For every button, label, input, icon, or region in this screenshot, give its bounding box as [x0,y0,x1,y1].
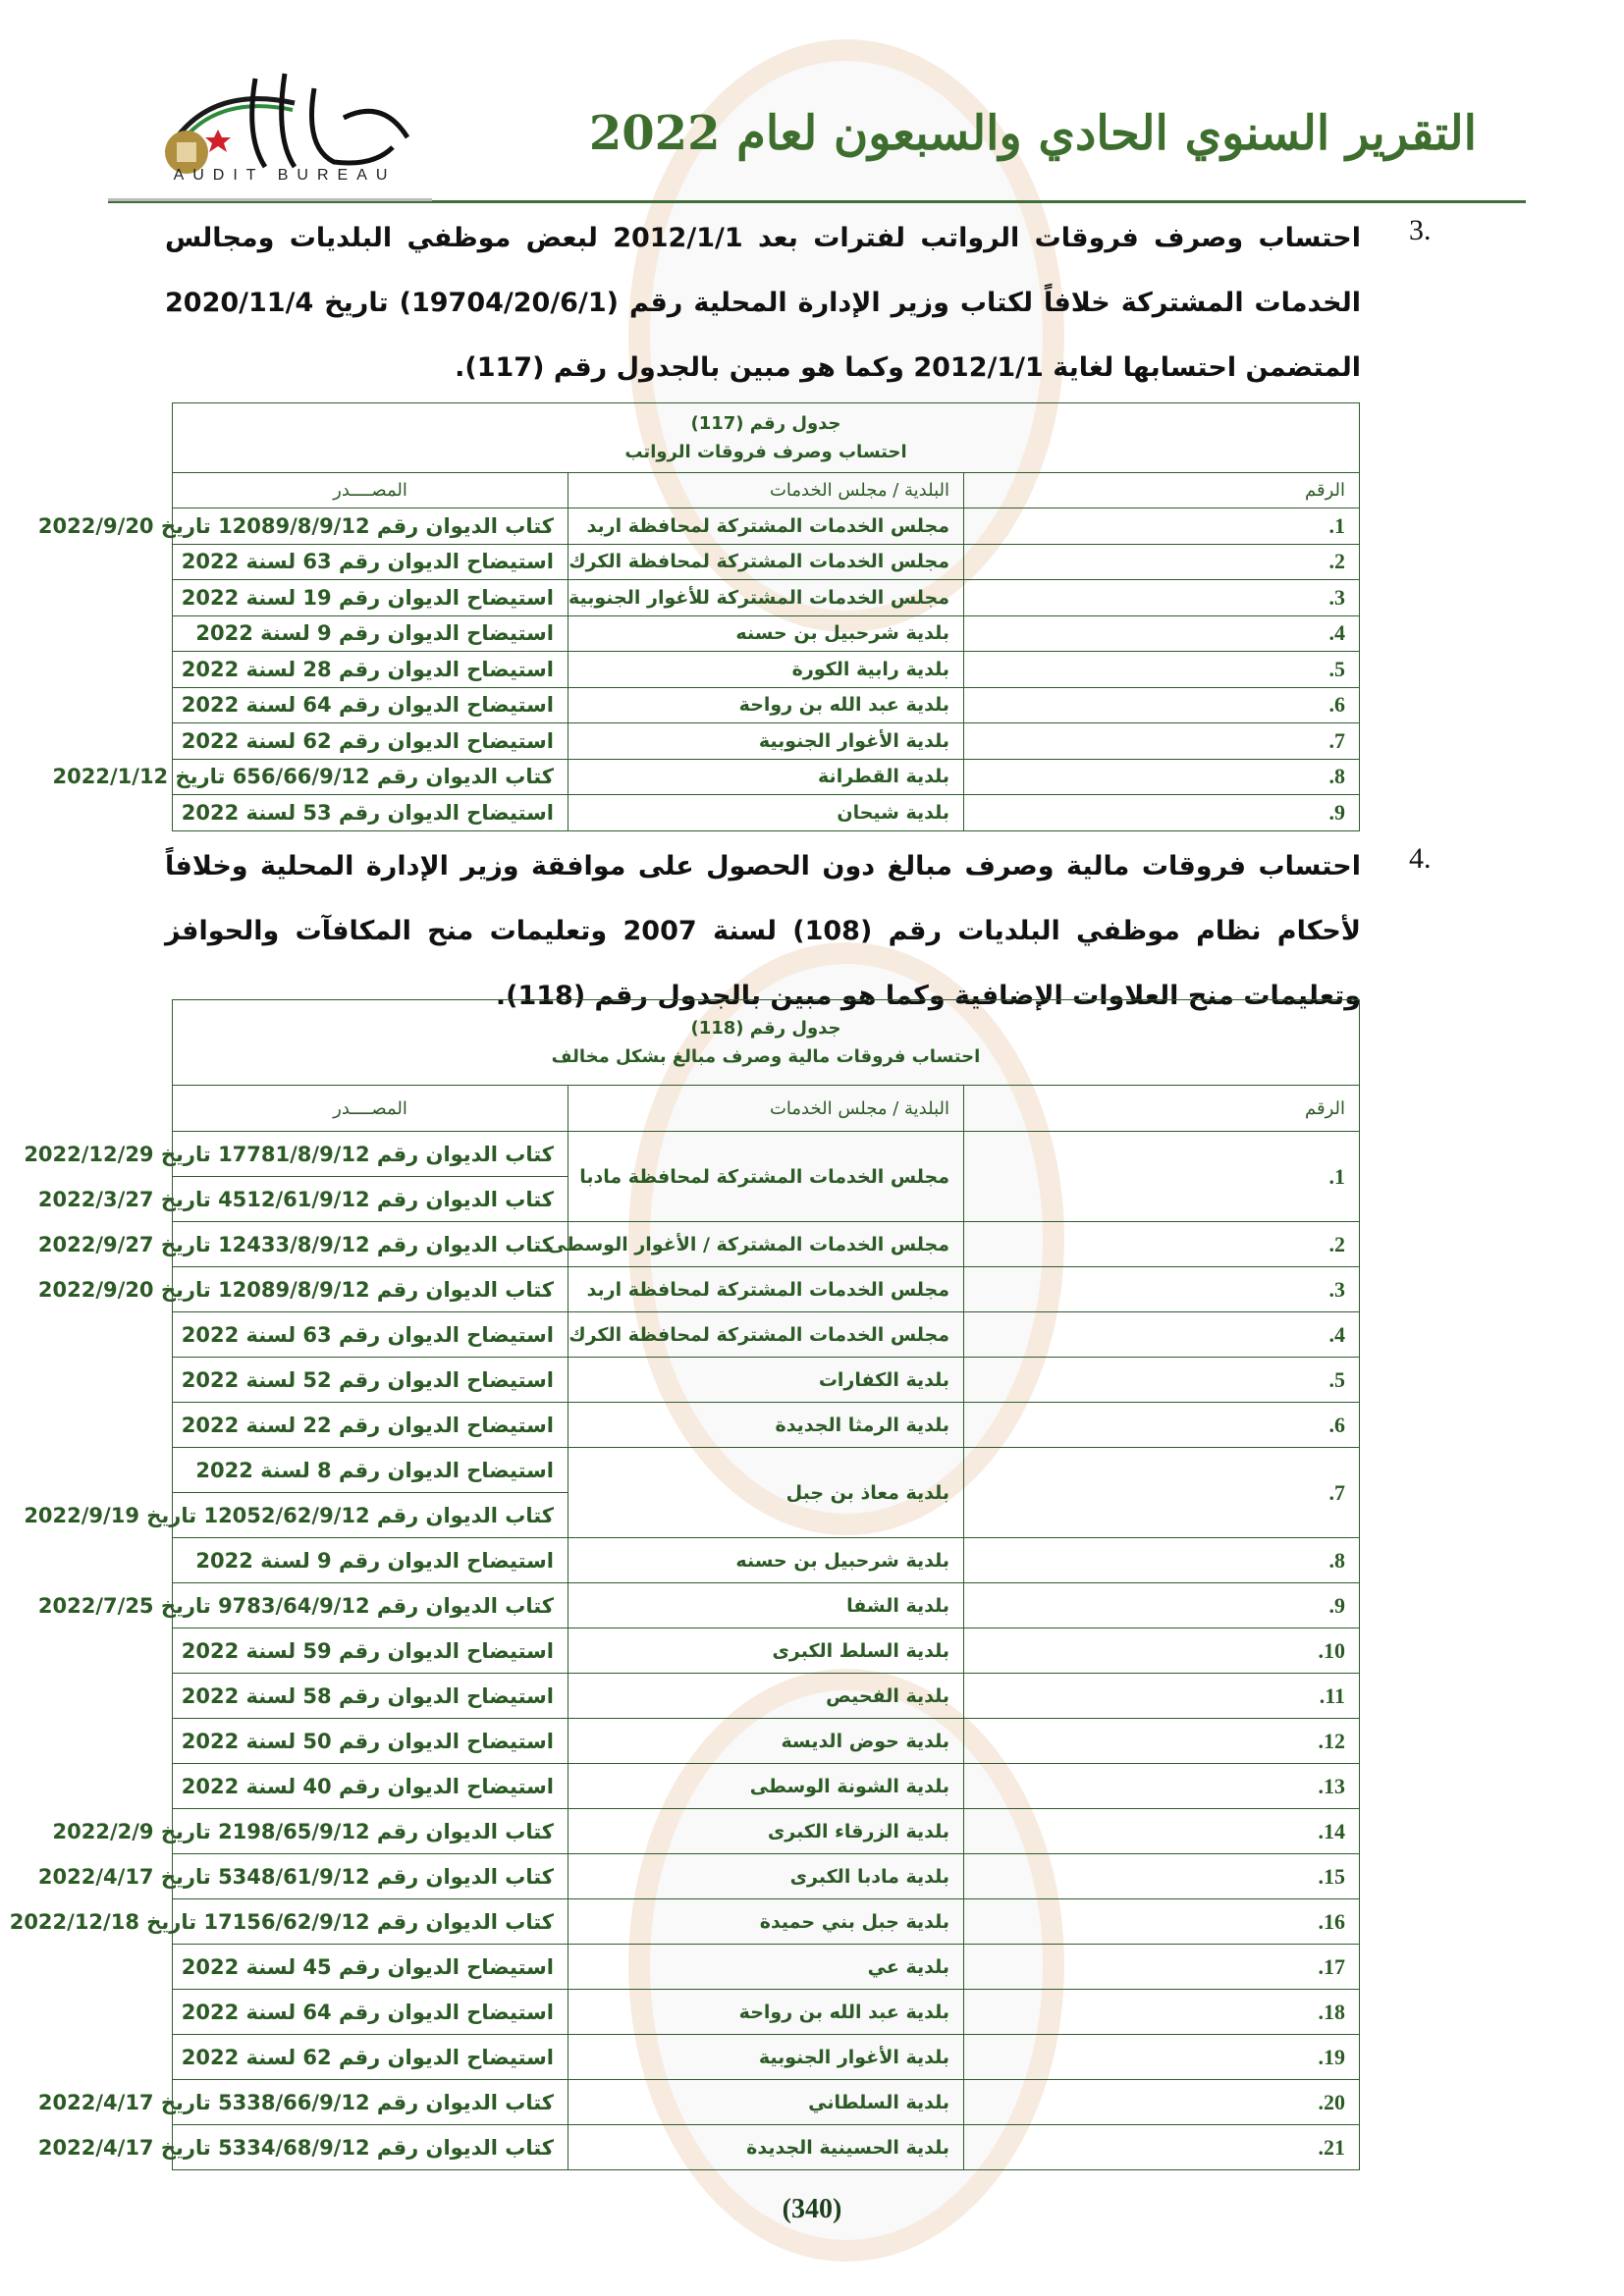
row-source: كتاب الديوان رقم 5338/66/9/12 تاريخ 2022/4/17 [173,2080,568,2125]
row-municipality: بلدية رابية الكورة [568,652,964,688]
row-municipality: بلدية الشونة الوسطى [568,1764,964,1809]
row-municipality: مجلس الخدمات المشتركة لمحافظة مادبا [568,1132,964,1222]
table-row [173,1267,1360,1312]
row-number: 7. [964,1448,1360,1538]
row-source: استيضاح الديوان رقم 62 لسنة 2022 [173,723,568,760]
header-divider-accent [108,198,432,201]
row-source: كتاب الديوان رقم 12433/8/9/12 تاريخ 2022/9/27 [173,1222,568,1267]
row-source: استيضاح الديوان رقم 45 لسنة 2022 [173,1945,568,1990]
row-source: استيضاح الديوان رقم 52 لسنة 2022 [173,1358,568,1403]
table-row [173,508,1360,545]
table-row [173,615,1360,652]
table-row [173,795,1360,831]
row-number: 20. [964,2080,1360,2125]
row-number: 17. [964,1945,1360,1990]
row-municipality: بلدية معاذ بن جبل [568,1448,964,1538]
row-municipality: بلدية عبد الله بن رواحة [568,1990,964,2035]
row-source: استيضاح الديوان رقم 40 لسنة 2022 [173,1764,568,1809]
table-header-row [173,1086,1360,1132]
row-source: استيضاح الديوان رقم 53 لسنة 2022 [173,795,568,831]
section-3-paragraph: احتساب وصرف فروقات الرواتب لفترات بعد 2012/1/1 لبعض موظفي البلديات ومجالس الخدمات المشتركة خلافاً لكتاب وزير الإدارة المحلية رقم (19704/20/6/1) تاريخ 2020/11/4 المتضمن احتسابها لغاية 2012/1/1 وكما هو مبين بالجدول رقم (117). [165,223,1361,383]
row-municipality: مجلس الخدمات المشتركة لمحافظة اربد [568,508,964,545]
row-source: استيضاح الديوان رقم 59 لسنة 2022 [173,1629,568,1674]
table-row [173,2125,1360,2170]
table-row [173,1358,1360,1403]
header-number: الرقم [964,1086,1360,1132]
row-number: 15. [964,1854,1360,1899]
row-source: استيضاح الديوان رقم 63 لسنة 2022 [173,544,568,580]
table-118 [9,999,1360,2170]
row-number: 6. [964,1403,1360,1448]
row-source: استيضاح الديوان رقم 63 لسنة 2022 [173,1312,568,1358]
row-municipality: بلدية القطرانة [568,759,964,795]
row-source: كتاب الديوان رقم 12089/8/9/12 تاريخ 2022/9/20 [173,1267,568,1312]
row-number: 13. [964,1764,1360,1809]
row-municipality: بلدية شرحبيل بن حسنه [568,615,964,652]
table-row [173,2080,1360,2125]
row-municipality: مجلس الخدمات المشتركة لمحافظة اربد [568,1267,964,1312]
row-source: كتاب الديوان رقم 4512/61/9/12 تاريخ 2022/3/27 [173,1177,568,1222]
row-municipality: بلدية الكفارات [568,1358,964,1403]
table-row [173,1132,1360,1177]
row-municipality: مجلس الخدمات المشتركة / الأغوار الوسطى [568,1222,964,1267]
row-number: 5. [964,1358,1360,1403]
row-municipality: بلدية الشفا [568,1583,964,1629]
header-number: الرقم [964,473,1360,508]
row-source: كتاب الديوان رقم 17156/62/9/12 تاريخ 2022/12/18 [173,1899,568,1945]
row-source: استيضاح الديوان رقم 50 لسنة 2022 [173,1719,568,1764]
row-number: 21. [964,2125,1360,2170]
row-municipality: بلدية السلط الكبرى [568,1629,964,1674]
row-source: كتاب الديوان رقم 12089/8/9/12 تاريخ 2022/9/20 [173,508,568,545]
row-number: 1. [964,1132,1360,1222]
row-source: كتاب الديوان رقم 12052/62/9/12 تاريخ 2022/9/19 [173,1493,568,1538]
row-source: استيضاح الديوان رقم 19 لسنة 2022 [173,580,568,616]
table-row [173,759,1360,795]
table-row [173,1854,1360,1899]
row-municipality: مجلس الخدمات المشتركة للأغوار الجنوبية [568,580,964,616]
row-municipality: مجلس الخدمات المشتركة لمحافظة الكرك [568,544,964,580]
row-municipality: بلدية جبل بني حميدة [568,1899,964,1945]
row-source: استيضاح الديوان رقم 8 لسنة 2022 [173,1448,568,1493]
table-row [173,723,1360,760]
row-municipality: بلدية شيحان [568,795,964,831]
table-row [173,1719,1360,1764]
row-municipality: بلدية عي [568,1945,964,1990]
row-number: 2. [964,544,1360,580]
table-row [173,1945,1360,1990]
row-number: 8. [964,759,1360,795]
table-row [173,1583,1360,1629]
row-municipality: بلدية الأغوار الجنوبية [568,2035,964,2080]
row-source: كتاب الديوان رقم 656/66/9/12 تاريخ 2022/1/12 [173,759,568,795]
table-header-row [173,473,1360,508]
row-number: 3. [964,580,1360,616]
row-number: 10. [964,1629,1360,1674]
table-title-cell [173,1000,1360,1086]
row-source: استيضاح الديوان رقم 9 لسنة 2022 [173,1538,568,1583]
table-caption: جدول رقم (117) [690,413,841,434]
table-row [173,1448,1360,1493]
row-number: 3. [964,1267,1360,1312]
table-row [173,1809,1360,1854]
table-row [173,1990,1360,2035]
header-source: المصــــدر [173,1086,568,1132]
table-row [173,1764,1360,1809]
logo-english-text: AUDIT BUREAU [173,167,397,184]
row-municipality: بلدية حوض الديسة [568,1719,964,1764]
row-municipality: بلدية شرحبيل بن حسنه [568,1538,964,1583]
row-number: 11. [964,1674,1360,1719]
table-row [173,1312,1360,1358]
row-municipality: بلدية الأغوار الجنوبية [568,723,964,760]
row-municipality: بلدية مادبا الكبرى [568,1854,964,1899]
section-4-paragraph: احتساب فروقات مالية وصرف مبالغ دون الحصول على موافقة وزير الإدارة المحلية وخلافاً لأحكام نظام موظفي البلديات رقم (108) لسنة 2007 وتعليمات منح المكافآت والحوافز وتعليمات منح العلاوات الإضافية وكما هو مبين بالجدول رقم (118). [165,851,1361,1011]
row-source: استيضاح الديوان رقم 22 لسنة 2022 [173,1403,568,1448]
row-source: كتاب الديوان رقم 5334/68/9/12 تاريخ 2022/4/17 [173,2125,568,2170]
page-number: (340) [782,2194,842,2224]
table-row [173,652,1360,688]
row-number: 14. [964,1809,1360,1854]
header-title: التقرير السنوي الحادي والسبعون لعام 2022 [588,106,1477,161]
row-municipality: بلدية الزرقاء الكبرى [568,1809,964,1854]
row-municipality: بلدية الفحيص [568,1674,964,1719]
table-row [173,1222,1360,1267]
row-source: كتاب الديوان رقم 5348/61/9/12 تاريخ 2022/4/17 [173,1854,568,1899]
table-row [173,1403,1360,1448]
row-source: استيضاح الديوان رقم 9 لسنة 2022 [173,615,568,652]
row-source: استيضاح الديوان رقم 64 لسنة 2022 [173,687,568,723]
table-title-row [173,1000,1360,1086]
row-municipality: مجلس الخدمات المشتركة لمحافظة الكرك [568,1312,964,1358]
table-row [173,1629,1360,1674]
row-number: 1. [964,508,1360,545]
row-number: 5. [964,652,1360,688]
table-subtitle: احتساب فروقات مالية وصرف مبالغ بشكل مخالف [551,1046,981,1067]
row-source: استيضاح الديوان رقم 58 لسنة 2022 [173,1674,568,1719]
table-row [173,1538,1360,1583]
row-number: 16. [964,1899,1360,1945]
header-source: المصــــدر [173,473,568,508]
row-source: استيضاح الديوان رقم 64 لسنة 2022 [173,1990,568,2035]
table-title-cell [173,403,1360,473]
row-number: 9. [964,795,1360,831]
table-caption: جدول رقم (118) [690,1018,841,1039]
row-number: 8. [964,1538,1360,1583]
row-number: 9. [964,1583,1360,1629]
row-municipality: بلدية السلطاني [568,2080,964,2125]
row-number: 4. [964,615,1360,652]
table-row [173,2035,1360,2080]
table-row [173,1899,1360,1945]
row-source: كتاب الديوان رقم 2198/65/9/12 تاريخ 2022/2/9 [173,1809,568,1854]
table-title-row [173,403,1360,473]
table-row [173,544,1360,580]
row-number: 19. [964,2035,1360,2080]
row-number: 2. [964,1222,1360,1267]
row-source: استيضاح الديوان رقم 62 لسنة 2022 [173,2035,568,2080]
row-municipality: بلدية الحسينية الجديدة [568,2125,964,2170]
row-municipality: بلدية عبد الله بن رواحة [568,687,964,723]
row-source: كتاب الديوان رقم 17781/8/9/12 تاريخ 2022/12/29 [173,1132,568,1177]
table-row [173,1674,1360,1719]
table-row [173,580,1360,616]
row-number: 4. [964,1312,1360,1358]
header-municipality: البلدية / مجلس الخدمات [568,1086,964,1132]
row-municipality: بلدية الرمثا الجديدة [568,1403,964,1448]
section-number: 3. [1409,214,1432,246]
row-number: 18. [964,1990,1360,2035]
table-subtitle: احتساب وصرف فروقات الرواتب [624,442,907,462]
table-row [173,687,1360,723]
table-117 [37,402,1360,831]
row-number: 12. [964,1719,1360,1764]
row-number: 7. [964,723,1360,760]
row-source: استيضاح الديوان رقم 28 لسنة 2022 [173,652,568,688]
row-source: كتاب الديوان رقم 9783/64/9/12 تاريخ 2022/7/25 [173,1583,568,1629]
section-number: 4. [1409,842,1432,875]
header-municipality: البلدية / مجلس الخدمات [568,473,964,508]
row-number: 6. [964,687,1360,723]
